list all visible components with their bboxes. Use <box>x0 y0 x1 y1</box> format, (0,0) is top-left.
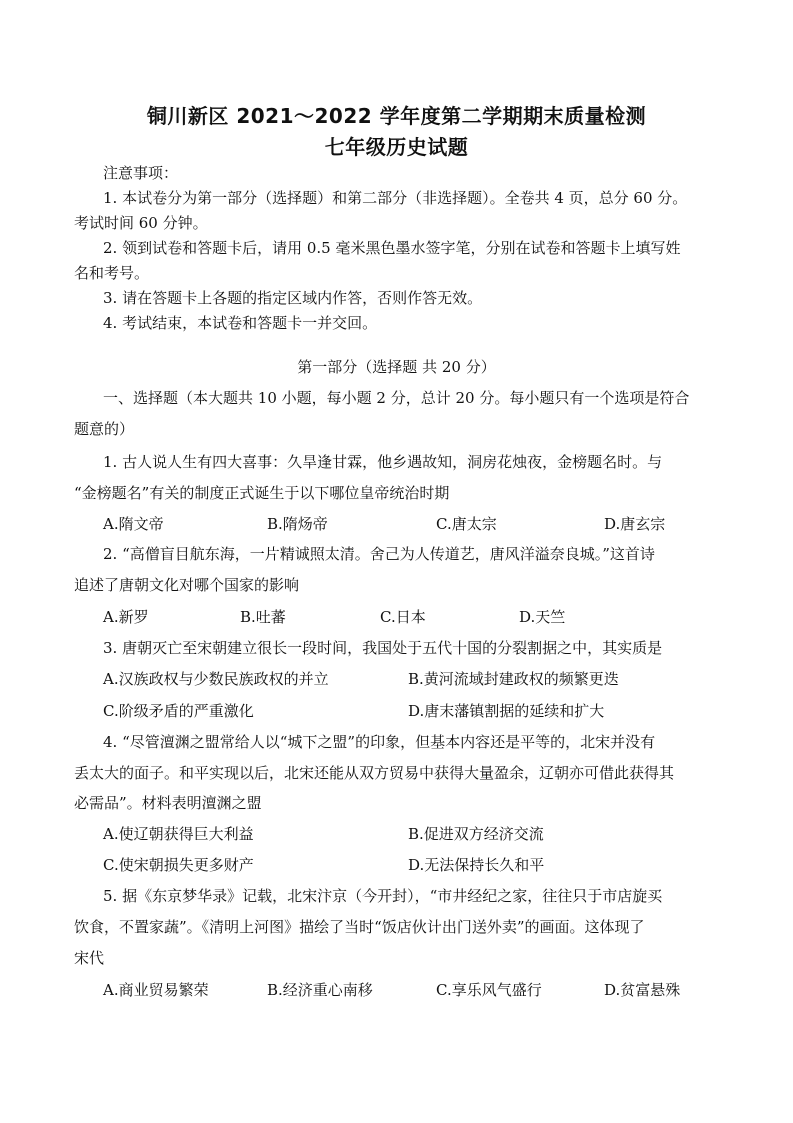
question-1-option-b: B.隋炀帝 <box>267 515 328 533</box>
question-3-option-c: C.阶级矛盾的严重激化 <box>103 702 254 720</box>
question-1-option-c: C.唐太宗 <box>436 515 497 533</box>
question-2-stem: 2. “高僧盲目航东海，一片精诚照太清。舍己为人传道艺，唐风洋溢奈良城。”这首诗 <box>103 545 655 563</box>
question-2-option-c: C.日本 <box>380 608 426 626</box>
question-2-option-b: B.吐蕃 <box>240 608 286 626</box>
question-5-option-c: C.享乐风气盛行 <box>436 981 542 999</box>
question-4-stem: 4. “尽管澶渊之盟常给人以“城下之盟”的印象，但基本内容还是平等的，北宋并没有 <box>103 733 656 751</box>
question-1-option-d: D.唐玄宗 <box>604 515 666 533</box>
question-4-stem-cont-2: 必需品”。材料表明澶渊之盟 <box>74 794 262 812</box>
question-4-stem-cont-1: 丢太大的面子。和平实现以后，北宋还能从双方贸易中获得大量盈余，辽朝亦可借此获得其 <box>74 764 675 782</box>
question-4-option-c: C.使宋朝损失更多财产 <box>103 856 254 874</box>
question-5-stem-cont-1: 饮食，不置家蔬”。《清明上河图》描绘了当时“饭店伙计出门送外卖”的画面。这体现了 <box>74 918 645 936</box>
exam-title: 铜川新区 2021～2022 学年度第二学期期末质量检测 <box>146 104 647 128</box>
question-2-stem-cont: 追述了唐朝文化对哪个国家的影响 <box>74 576 300 594</box>
question-4-option-d: D.无法保持长久和平 <box>408 856 545 874</box>
notes-heading: 注意事项： <box>103 164 179 182</box>
question-5-stem: 5. 据《东京梦华录》记载，北宋汴京（今开封），“市井经纪之家，往往只于市店旋买 <box>103 887 663 905</box>
question-4-option-a: A.使辽朝获得巨大利益 <box>103 825 254 843</box>
question-1-stem-cont: “金榜题名”有关的制度正式诞生于以下哪位皇帝统治时期 <box>74 484 450 502</box>
part1-heading: 第一部分（选择题 共 20 分） <box>297 358 496 376</box>
note-item-2: 2. 领到试卷和答题卡后，请用 0.5 毫米黑色墨水签字笔，分别在试卷和答题卡上填写姓 <box>103 239 681 257</box>
note-item-3: 3. 请在答题卡上各题的指定区域内作答，否则作答无效。 <box>103 289 483 307</box>
question-5-option-b: B.经济重心南移 <box>267 981 373 999</box>
question-5-option-a: A.商业贸易繁荣 <box>103 981 209 999</box>
section-instructions-cont: 题意的） <box>74 420 135 438</box>
question-3-option-d: D.唐末藩镇割据的延续和扩大 <box>408 702 605 720</box>
question-5-stem-cont-2: 宋代 <box>74 949 105 967</box>
question-1-stem: 1. 古人说人生有四大喜事：久旱逢甘霖，他乡遇故知，洞房花烛夜，金榜题名时。与 <box>103 453 663 471</box>
question-5-option-d: D.贫富悬殊 <box>604 981 681 999</box>
question-3-stem: 3. 唐朝灭亡至宋朝建立很长一段时间，我国处于五代十国的分裂割据之中，其实质是 <box>103 639 663 657</box>
question-2-option-a: A.新罗 <box>103 608 149 626</box>
question-3-option-b: B.黄河流域封建政权的频繁更迭 <box>408 670 619 688</box>
note-item-2-cont: 名和考号。 <box>74 264 150 282</box>
note-item-1: 1. 本试卷分为第一部分（选择题）和第二部分（非选择题）。全卷共 4 页，总分 60 分。 <box>103 189 688 207</box>
note-item-1-cont: 考试时间 60 分钟。 <box>74 214 208 232</box>
section-instructions: 一、选择题（本大题共 10 小题，每小题 2 分，总计 20 分。每小题只有一个选项是符合 <box>103 389 690 407</box>
question-4-option-b: B.促进双方经济交流 <box>408 825 544 843</box>
question-3-option-a: A.汉族政权与少数民族政权的并立 <box>103 670 329 688</box>
question-2-option-d: D.天竺 <box>519 608 566 626</box>
exam-subtitle: 七年级历史试题 <box>324 135 469 159</box>
note-item-4: 4. 考试结束，本试卷和答题卡一并交回。 <box>103 314 378 332</box>
question-1-option-a: A.隋文帝 <box>103 515 164 533</box>
